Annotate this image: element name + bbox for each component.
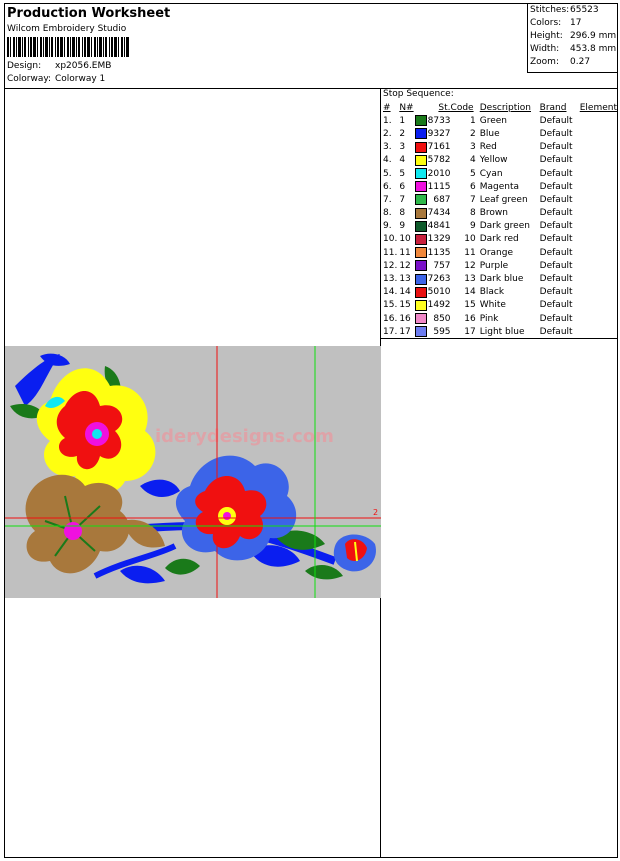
row-description: Blue	[479, 128, 500, 139]
color-swatch	[415, 233, 428, 246]
row-description: Green	[479, 115, 507, 126]
row-number: 2.	[383, 128, 392, 139]
flower-yellow	[37, 368, 156, 493]
row-number: 17.	[383, 326, 398, 337]
row-number: 3.	[383, 142, 392, 153]
row-number: 9.	[383, 221, 392, 232]
stat-label: Width:	[530, 44, 560, 54]
row-number: 11.	[383, 247, 398, 258]
row-stitches: 1115	[427, 181, 451, 192]
row-brand: Default	[539, 181, 573, 192]
row-code: 4	[470, 155, 476, 166]
stop-rows	[381, 114, 617, 338]
col-header-n: N#	[399, 102, 414, 113]
row-needle: 5	[399, 168, 406, 179]
row-code: 15	[464, 300, 476, 311]
row-description: Red	[479, 142, 497, 153]
row-description: Magenta	[479, 181, 520, 192]
color-swatch-box	[415, 115, 427, 126]
row-stitches: 5782	[427, 155, 451, 166]
stat-width	[530, 44, 616, 54]
table-row	[381, 141, 617, 154]
embroidery-design-image	[5, 346, 381, 598]
color-swatch-box	[415, 221, 427, 232]
row-needle: 2	[399, 128, 406, 139]
row-description: Orange	[479, 247, 513, 258]
row-code: 6	[470, 181, 476, 192]
color-swatch	[415, 259, 428, 272]
row-code: 7	[470, 194, 476, 205]
design-label: Design:	[7, 61, 42, 71]
row-number: 8.	[383, 208, 392, 219]
stat-stitches	[530, 5, 599, 15]
row-number: 7.	[383, 194, 392, 205]
row-stitches: 595	[433, 326, 451, 337]
row-needle: 17	[399, 326, 411, 337]
stat-colors	[530, 18, 581, 28]
color-swatch	[415, 272, 428, 285]
row-code: 12	[464, 260, 476, 271]
row-number: 14.	[383, 287, 398, 298]
table-row	[381, 272, 617, 285]
row-needle: 8	[399, 208, 406, 219]
row-stitches: 757	[433, 260, 451, 271]
color-swatch	[415, 299, 428, 312]
row-needle: 16	[399, 313, 411, 324]
row-stitches: 4841	[427, 221, 451, 232]
color-swatch	[415, 167, 428, 180]
row-brand: Default	[539, 260, 573, 271]
row-stitches: 2010	[427, 168, 451, 179]
color-swatch-box	[415, 274, 427, 285]
row-description: Purple	[479, 260, 509, 271]
stat-label: Stitches:	[530, 5, 570, 15]
barcode-image	[7, 37, 129, 57]
color-swatch-box	[415, 208, 427, 219]
table-row	[381, 233, 617, 246]
color-swatch-box	[415, 181, 427, 192]
row-description: Dark blue	[479, 274, 524, 285]
row-code: 1	[470, 115, 476, 126]
row-number: 12.	[383, 260, 398, 271]
row-brand: Default	[539, 326, 573, 337]
color-swatch-box	[415, 326, 427, 337]
color-swatch-box	[415, 234, 427, 245]
row-brand: Default	[539, 274, 573, 285]
col-header-description: Description	[479, 102, 531, 113]
color-swatch-box	[415, 313, 427, 324]
color-swatch-box	[415, 168, 427, 179]
row-stitches: 8733	[427, 115, 451, 126]
row-code: 11	[464, 247, 476, 258]
row-description: Brown	[479, 208, 508, 219]
worksheet-header	[5, 4, 617, 89]
stat-height	[530, 31, 616, 41]
stat-value: 296.9 mm	[570, 31, 617, 41]
marker-label: 2	[373, 508, 379, 517]
row-number: 16.	[383, 313, 398, 324]
row-stitches: 9327	[427, 128, 451, 139]
row-stitches: 1329	[427, 234, 451, 245]
colorway-label: Colorway:	[7, 74, 52, 84]
row-number: 15.	[383, 300, 398, 311]
col-header-brand: Brand	[539, 102, 567, 113]
design-row	[7, 61, 111, 71]
row-brand: Default	[539, 287, 573, 298]
worksheet-title: Production Worksheet	[7, 6, 171, 21]
color-swatch	[415, 286, 428, 299]
color-swatch-box	[415, 260, 427, 271]
row-brand: Default	[539, 194, 573, 205]
row-needle: 9	[399, 221, 406, 232]
color-swatch	[415, 207, 428, 220]
design-preview	[5, 346, 381, 598]
color-swatch	[415, 127, 428, 140]
table-row	[381, 299, 617, 312]
row-brand: Default	[539, 168, 573, 179]
row-description: Cyan	[479, 168, 503, 179]
row-code: 5	[470, 168, 476, 179]
table-row	[381, 286, 617, 299]
row-description: Leaf green	[479, 194, 528, 205]
table-row	[381, 220, 617, 233]
col-header-st: St.	[438, 102, 451, 113]
watermark-text: ideryd​esigns.com	[155, 426, 334, 447]
row-brand: Default	[539, 115, 573, 126]
table-row	[381, 246, 617, 259]
row-description: White	[479, 300, 506, 311]
table-row	[381, 325, 617, 338]
row-number: 5.	[383, 168, 392, 179]
row-brand: Default	[539, 155, 573, 166]
row-needle: 10	[399, 234, 411, 245]
row-needle: 12	[399, 260, 411, 271]
stat-value: 17	[570, 18, 582, 28]
row-code: 17	[464, 326, 476, 337]
row-stitches: 5010	[427, 287, 451, 298]
color-swatch	[415, 246, 428, 259]
row-needle: 14	[399, 287, 411, 298]
row-code: 14	[464, 287, 476, 298]
table-row	[381, 114, 617, 127]
row-code: 2	[470, 128, 476, 139]
row-brand: Default	[539, 208, 573, 219]
table-row	[381, 193, 617, 206]
row-brand: Default	[539, 300, 573, 311]
color-swatch	[415, 141, 428, 154]
row-description: Pink	[479, 313, 499, 324]
table-row	[381, 154, 617, 167]
stat-label: Zoom:	[530, 57, 559, 67]
stat-label: Height:	[530, 31, 563, 41]
row-description: Black	[479, 287, 505, 298]
row-number: 4.	[383, 155, 392, 166]
row-code: 3	[470, 142, 476, 153]
row-stitches: 1135	[427, 247, 451, 258]
row-description: Dark red	[479, 234, 519, 245]
color-swatch-box	[415, 300, 427, 311]
row-code: 16	[464, 313, 476, 324]
row-code: 9	[470, 221, 476, 232]
row-needle: 11	[399, 247, 411, 258]
row-needle: 13	[399, 274, 411, 285]
color-swatch	[415, 220, 428, 233]
row-brand: Default	[539, 313, 573, 324]
row-brand: Default	[539, 221, 573, 232]
row-needle: 15	[399, 300, 411, 311]
row-brand: Default	[539, 128, 573, 139]
color-swatch	[415, 114, 428, 127]
row-needle: 6	[399, 181, 406, 192]
row-description: Light blue	[479, 326, 525, 337]
table-row	[381, 167, 617, 180]
col-header-num: #	[383, 102, 391, 113]
row-brand: Default	[539, 142, 573, 153]
row-stitches: 850	[433, 313, 451, 324]
software-name: Wilcom Embroidery Studio	[7, 24, 127, 34]
table-row	[381, 127, 617, 140]
row-needle: 7	[399, 194, 406, 205]
design-stats	[527, 4, 618, 73]
color-swatch	[415, 154, 428, 167]
color-swatch	[415, 312, 428, 325]
row-stitches: 7434	[427, 208, 451, 219]
row-stitches: 7161	[427, 142, 451, 153]
row-stitches: 687	[433, 194, 451, 205]
col-header-element: Element	[579, 102, 617, 113]
row-needle: 3	[399, 142, 406, 153]
row-code: 10	[464, 234, 476, 245]
col-header-swatch	[415, 101, 428, 114]
stop-sequence-panel	[381, 88, 617, 339]
production-worksheet	[4, 3, 618, 858]
row-description: Yellow	[479, 155, 508, 166]
color-swatch-box	[415, 287, 427, 298]
row-number: 10.	[383, 234, 398, 245]
col-header-code: Code	[450, 102, 474, 113]
stop-sequence-title: Stop Sequence:	[383, 89, 454, 99]
stat-zoom	[530, 57, 590, 67]
color-swatch-box	[415, 142, 427, 153]
stat-value: 0.27	[570, 57, 591, 67]
color-swatch-box	[415, 128, 427, 139]
row-stitches: 7263	[427, 274, 451, 285]
color-swatch-box	[415, 247, 427, 258]
row-needle: 1	[399, 115, 406, 126]
table-header-row	[381, 101, 617, 114]
flower-bud	[334, 534, 376, 571]
table-row	[381, 207, 617, 220]
row-code: 13	[464, 274, 476, 285]
design-value: xp2056.EMB	[55, 61, 112, 71]
stat-value: 65523	[570, 5, 599, 15]
color-swatch	[415, 193, 428, 206]
row-needle: 4	[399, 155, 406, 166]
colorway-value: Colorway 1	[55, 74, 106, 84]
row-description: Dark green	[479, 221, 530, 232]
row-code: 8	[470, 208, 476, 219]
table-row	[381, 180, 617, 193]
color-swatch-box	[415, 194, 427, 205]
row-number: 6.	[383, 181, 392, 192]
row-brand: Default	[539, 247, 573, 258]
colorway-row	[7, 74, 105, 84]
stat-label: Colors:	[530, 18, 562, 28]
stat-value: 453.8 mm	[570, 44, 617, 54]
stop-sequence-table	[381, 101, 617, 338]
table-row	[381, 259, 617, 272]
row-number: 13.	[383, 274, 398, 285]
color-swatch-box	[415, 155, 427, 166]
table-row	[381, 312, 617, 325]
color-swatch	[415, 325, 428, 338]
color-swatch	[415, 180, 428, 193]
row-brand: Default	[539, 234, 573, 245]
row-stitches: 1492	[427, 300, 451, 311]
row-number: 1.	[383, 115, 392, 126]
